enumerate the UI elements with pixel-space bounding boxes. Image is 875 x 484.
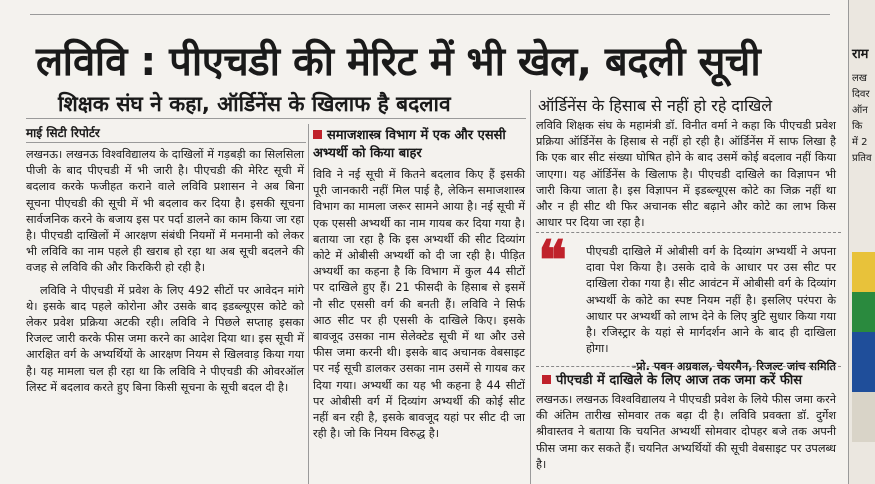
subhead-divider [26,118,526,119]
col4-heading [542,372,842,390]
red-square-icon [542,375,551,384]
column-divider-1 [308,124,309,484]
column-2 [313,167,525,448]
quote-text: पीएचडी दाखिले में ओबीसी वर्ग के दिव्यांग अभ्यर्थी ने अपना दावा पेश किया है। उसके दावे के आधार पर उस सीट पर दाखिला रोका गया है। सीट आवंटन में ओबीसी वर्ग के दिव्यांग अभ्यर्थी के कोटे का स्पष्ट नियम नहीं है। इसलिए परंपरा के आधार पर अभ्यर्थी को लाभ देने के लिए त्रुटि सुधार किया गया है। रजिस्ट्रार के यहां से मार्गदर्शन आने के बाद ही दाखिला होगा। [586,245,836,356]
col2-heading-text: समाजशास्त्र विभाग में एक और एससी अभ्यर्थी को किया बाहर [313,128,506,161]
column-1 [26,147,304,402]
col1-paragraph-1: लखनऊ। लखनऊ विश्वविद्यालय के दाखिलों में गड़बड़ी का सिलसिला पीजी के बाद पीएचडी में भी जारी है। पीएचडी की मेरिट सूची में बदलाव करके फजीहत कराने वाले लविवि प्रशासन ने अब बिना सूचना पीएचडी की सूची में भी बदलाव कर दिया है। इसकी सूचना सार्वजनिक करने के बजाय इस पर पर्दा डालने का काम किया जा रहा है। पीएचडी दाखिलों में आरक्षण संबंधी नियमों में मनमानी को लेकर भी लविवि का नाम पहले ही खराब हो रहा था अब सूची बदलने की वजह से लविवि की और किरकिरी हो रही है। [26,148,304,275]
column-3 [536,118,836,237]
col2-heading [313,127,525,163]
edge-text-4: ऑन [852,105,868,116]
col3-paragraph: लविवि शिक्षक संघ के महामंत्री डॉ. विनीत वर्मा ने कहा कि पीएचडी प्रवेश प्रक्रिया ऑर्डिनेंस के हिसाब से नहीं हो रही है। ऑर्डिनेंस में साफ लिखा है कि एक बार सीट संख्या घोषित होने के बाद उसमें कोई बदलाव नहीं किया जाएगा। यह ऑर्डिनेंस के खिलाफ है। पीएचडी दाखिले का विज्ञापन भी जारी किया जाता है। इस विज्ञापन में इडब्ल्यूएस कोटे का जिक्र नहीं था और न ही सीट थी फिर अचानक सीट बढ़ाने और कोटे का लाभ किस आधार पर दिया जा रहा है। [536,119,837,230]
col1-paragraph-2: लविवि ने पीएचडी में प्रवेश के लिए 492 सीटों पर आवेदन मांगे थे। इसके बाद पहले कोरोना और उसके बाद इडब्ल्यूएस कोटे को लेकर प्रवेश प्रक्रिया अटकी रही। लविवि ने पिछले सप्ताह इसका रिजल्ट जारी करके फीस जमा करने का आदेश दिया था। इस सूची में आरक्षित वर्ग के अभ्यर्थियों के आरक्षण नियम से खिलवाड़ किया गया है। यह मामला चल ही रहा था कि लविवि ने पीएचडी की ओवरऑल लिस्ट में बदलाव करते हुए बिना किसी सूचना के सूची बदल दी है। [26,283,305,394]
quote-divider-top [536,232,841,234]
ad-block-yellow [852,252,875,292]
quote-attribution: -प्रो. पवन अग्रवाल, चेयरमैन, रिजल्ट जांच समिति [631,360,836,374]
subheadline-right: ऑर्डिनेंस के हिसाब से नहीं हो रहे दाखिले [538,96,773,115]
edge-text-2: लख [852,73,867,84]
column-divider-2 [530,90,531,484]
edge-text-1: राम [852,47,869,62]
edge-text-7: प्रतिव [852,153,872,164]
byline: माई सिटी रिपोर्टर [26,126,100,140]
edge-text-3: दिवर [852,89,870,100]
top-divider [30,14,830,15]
edge-text-5: कि [852,121,863,132]
col4-heading-text: पीएचडी में दाखिले के लिए आज तक जमा करें फीस [556,373,803,388]
top-clipped-strip [0,0,875,26]
quote-box [586,244,836,376]
col2-paragraph-1: विवि ने नई सूची में कितने बदलाव किए हैं इसकी पूरी जानकारी नहीं मिल पाई है, लेकिन समाजशास्त्र विभाग का मामला जरूर सामने आया है। नई सूची में एक एससी अभ्यर्थी का नाम गायब कर दिया गया है। बताया जा रहा है कि इस अभ्यर्थी की सीट दिव्यांग कोटे में ओबीसी अभ्यर्थी को दी जा रही है। पीड़ित अभ्यर्थी का कहना है कि विभाग में कुल 44 सीटों पर दाखिले हुए हैं। 21 फीसदी के हिसाब से इसमें नौ सीट एससी वर्ग की बनती हैं। लविवि ने सिर्फ आठ सीट पर ही एससी के दाखिले किए। इसके बावजूद उसका नाम सेलेक्टेड सूची में था और उसे फीस जमा करनी थी। इसके बाद अचानक वेबसाइट पर नई सूची डालकर उसका नाम उसमें से गायब कर दिया गया। अभ्यर्थी का यह भी कहना है 44 सीटों पर ओबीसी वर्ग में दिव्यांग अभ्यर्थी की कोई सीट नहीं बन रही है, इसके बावजूद यहां पर सीट दी जा रही है। जो कि नियम विरुद्ध है। [313,168,525,441]
ad-block-grey [852,392,875,442]
edge-divider [848,0,849,484]
col4-paragraph: लखनऊ। लखनऊ विश्वविद्यालय ने पीएचडी प्रवेश के लिये फीस जमा करने की अंतिम तारीख सोमवार तक बढ़ा दी है। लविवि प्रवक्ता डॉ. दुर्गेश श्रीवास्तव ने बताया कि चयनित अभ्यर्थी सोमवार दोपहर बजे तक अपनी फीस जमा कर सकते हैं। चयनित अभ्यर्थियों की सूची वेबसाइट पर उपलब्ध है। [536,393,836,471]
subheadline-left: शिक्षक संघ ने कहा, ऑर्डिनेंस के खिलाफ है बदलाव [58,92,451,116]
ad-block-blue [852,332,875,392]
column-4 [536,392,836,479]
adjacent-article-clip [848,0,875,484]
byline-divider [26,142,306,143]
headline: लविवि : पीएचडी की मेरिट में भी खेल, बदली सूची [36,39,761,85]
edge-text-6: में 2 [852,137,868,148]
ad-block-green [852,292,875,332]
red-square-icon [313,130,322,139]
quote-mark-icon: ❝ [538,228,568,292]
quote-divider-bottom [536,366,841,368]
